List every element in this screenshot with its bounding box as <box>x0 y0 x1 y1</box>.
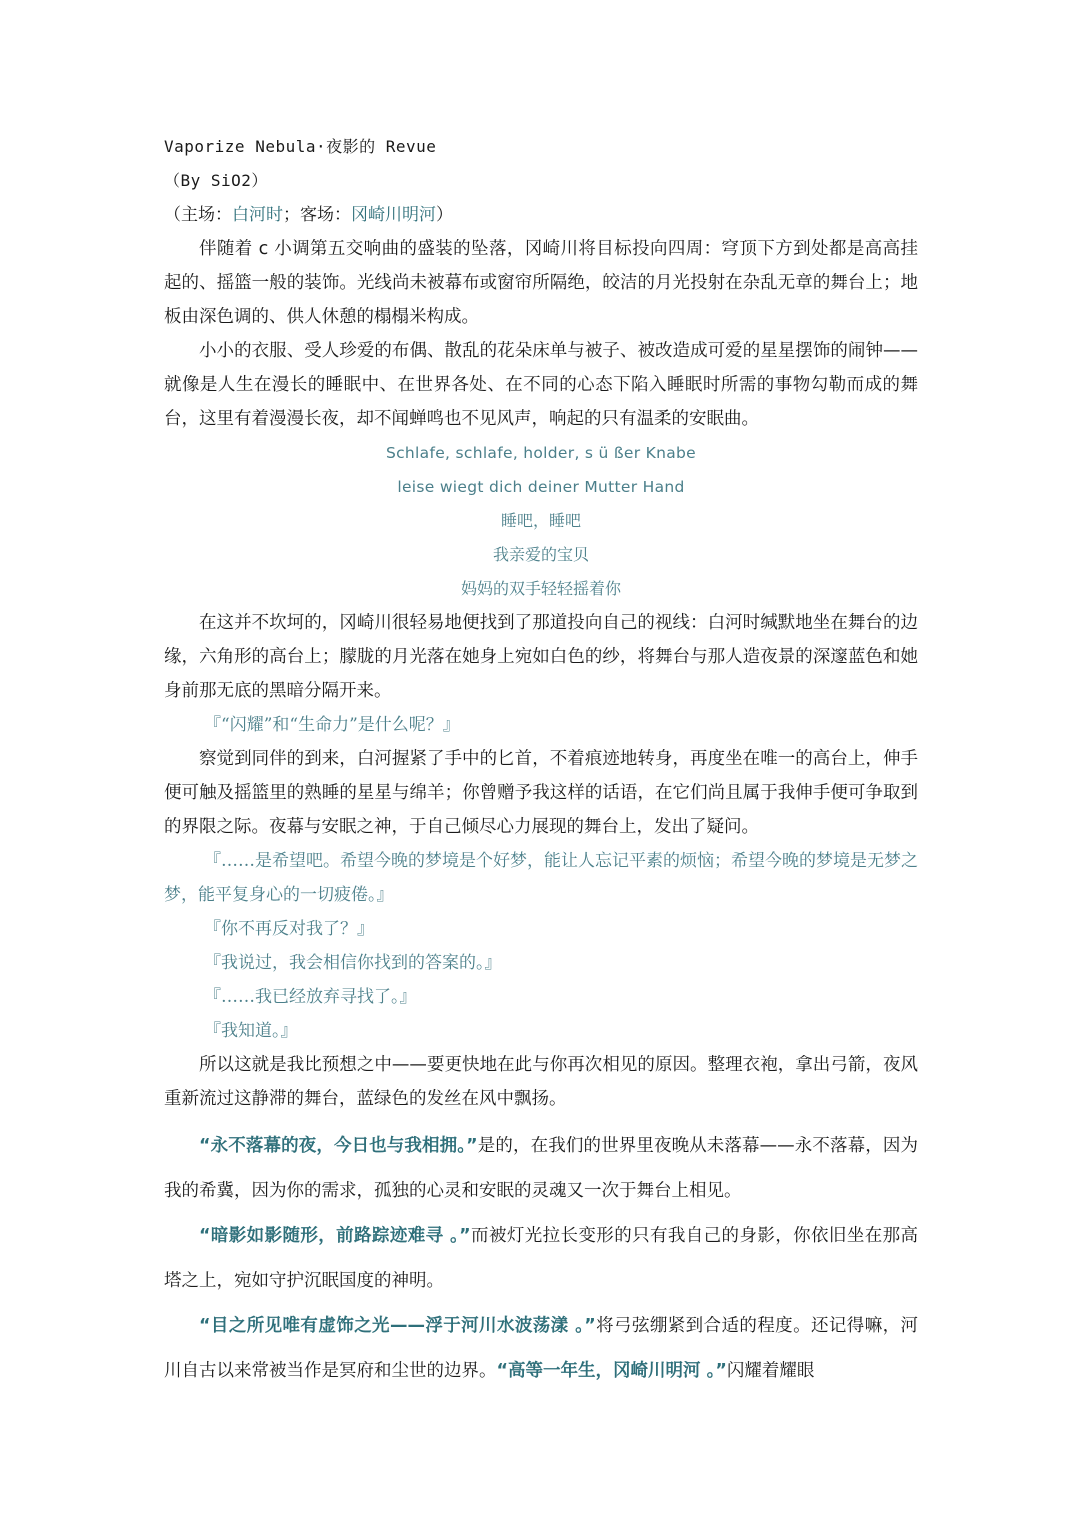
paragraph-5: 所以这就是我比预想之中——要更快地在此与你再次相见的原因。整理衣袍，拿出弓箭，夜风重新流过这静滞的舞台，蓝绿色的发丝在风中飘扬。 <box>164 1055 918 1109</box>
venue-separator: ；客场： <box>283 205 351 225</box>
quote-1: 『“闪耀”和“生命力”是什么呢？』 <box>204 715 460 735</box>
dialog-1-line: “永不落幕的夜，今日也与我相拥。” <box>199 1136 478 1156</box>
paragraph-3: 在这并不坎坷的，冈崎川很轻易地便找到了那道投向自己的视线：白河时缄默地坐在舞台的边缘，六角形的高台上；朦胧的月光落在她身上宛如白色的纱，将舞台与那人造夜景的深邃蓝色和她身前那无底的黑暗分隔开来。 <box>164 613 918 701</box>
lullaby-line-2: leise wiegt dich deiner Mutter Hand <box>397 478 685 496</box>
dialog-3-line: “目之所见唯有虚饰之光——浮于河川水波荡漾 。” <box>199 1316 596 1336</box>
paragraph-2: 小小的衣服、受人珍爱的布偶、散乱的花朵床单与被子、被改造成可爱的星星摆饰的闹钟——就像是人生在漫长的睡眠中、在世界各处、在不同的心态下陷入睡眠时所需的事物勾勒而成的舞台，这里有着漫漫长夜，却不闻蝉鸣也不见风声，响起的只有温柔的安眠曲。 <box>164 341 918 429</box>
venue-prefix: （主场： <box>164 205 232 225</box>
dialog-3-narration-2: 闪耀着耀眼 <box>726 1361 815 1381</box>
quote-4: 『我说过，我会相信你找到的答案的。』 <box>204 953 502 973</box>
dialog-3-narration: 将弓弦绷紧到合适的程度。还记得嘛，河川自古以来常被当作是冥府和尘世的边界。 <box>164 1316 918 1381</box>
document-title: Vaporize Nebula·夜影的 Revue <box>164 137 437 156</box>
dialog-2 <box>164 1214 918 1304</box>
dialog-1 <box>164 1124 918 1214</box>
venue-line <box>164 198 918 232</box>
lullaby-line-3: 睡吧，睡吧 <box>500 511 581 530</box>
dialog-3-line-2: “高等一年生，冈崎川明河 。” <box>496 1361 727 1381</box>
dialog-1-narration: 是的，在我们的世界里夜晚从未落幕——永不落幕，因为我的希冀，因为你的需求，孤独的心灵和安眠的灵魂又一次于舞台上相见。 <box>164 1136 918 1201</box>
dialog-3 <box>164 1304 918 1394</box>
quote-6: 『我知道。』 <box>204 1021 298 1041</box>
venue-home: 白河时 <box>232 205 283 225</box>
lullaby-line-5: 妈妈的双手轻轻摇着你 <box>460 579 621 598</box>
quote-2: 『……是希望吧。希望今晚的梦境是个好梦，能让人忘记平素的烦恼；希望今晚的梦境是无梦之梦，能平复身心的一切疲倦。』 <box>164 851 918 905</box>
lullaby-line-1: Schlafe, schlafe, holder, s ü ßer Knabe <box>385 444 697 462</box>
lullaby-line-4: 我亲爱的宝贝 <box>492 545 589 564</box>
venue-suffix: ） <box>436 205 453 225</box>
dialog-2-line: “暗影如影随形，前路踪迹难寻 。” <box>199 1226 471 1246</box>
quote-5: 『……我已经放弃寻找了。』 <box>204 987 417 1007</box>
paragraph-1: 伴随着 c 小调第五交响曲的盛装的坠落，冈崎川将目标投向四周：穹顶下方到处都是高高挂起的、摇篮一般的装饰。光线尚未被幕布或窗帘所隔绝，皎洁的月光投射在杂乱无章的舞台上；地板由深色调的、供人休憩的榻榻米构成。 <box>164 239 918 327</box>
document-page <box>164 130 918 1394</box>
venue-away: 冈崎川明河 <box>351 205 436 225</box>
author-line: （By SiO2） <box>164 171 268 190</box>
quote-3: 『你不再反对我了？』 <box>204 919 374 939</box>
dialog-2-narration: 而被灯光拉长变形的只有我自己的身影，你依旧坐在那高塔之上，宛如守护沉眠国度的神明。 <box>164 1226 918 1291</box>
paragraph-4: 察觉到同伴的到来，白河握紧了手中的匕首，不着痕迹地转身，再度坐在唯一的高台上，伸手便可触及摇篮里的熟睡的星星与绵羊；你曾赠予我这样的话语，在它们尚且属于我伸手便可争取到的界限之际。夜幕与安眠之神，于自己倾尽心力展现的舞台上，发出了疑问。 <box>164 749 918 837</box>
